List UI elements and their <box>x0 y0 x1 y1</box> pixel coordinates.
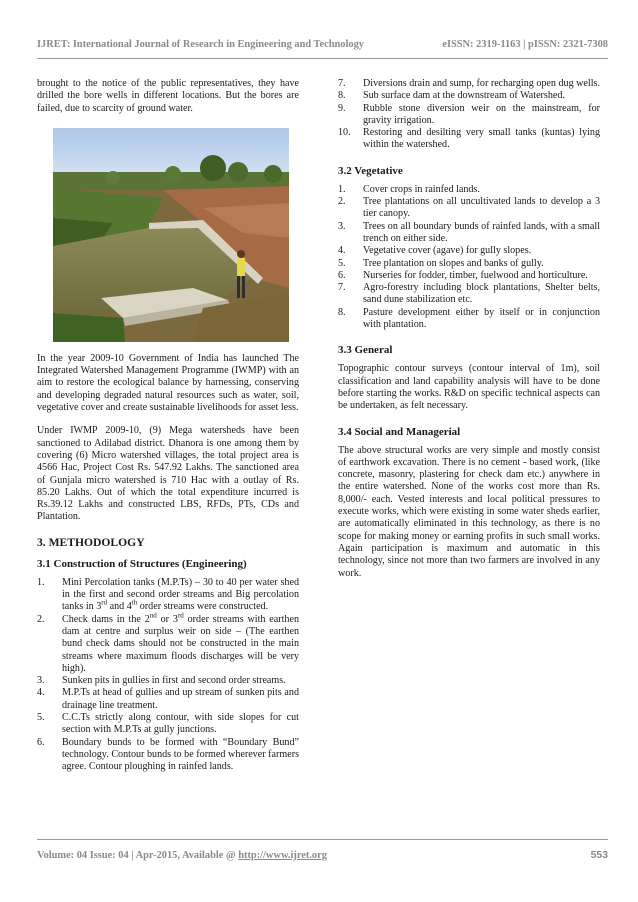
list-item: 8. Pasture development either by itself or in conjunction with plantation. <box>338 306 600 331</box>
list-item: 4. M.P.Ts at head of gullies and up stream of sunken pits and drainage line treatment. <box>37 687 299 711</box>
page-footer <box>37 850 608 861</box>
list-item: 6. Nurseries for fodder, timber, fuelwood and horticulture. <box>338 269 588 281</box>
left-column <box>37 78 299 774</box>
heading-general: 3.3 General <box>338 344 393 357</box>
list-item: 3. Sunken pits in gullies in first and second order streams. <box>37 675 286 687</box>
heading-methodology: 3. METHODOLOGY <box>37 535 145 549</box>
list-item: 1. Mini Percolation tanks (M.P.Ts) – 30 to 40 per water shed in the first and second order streams and Big percolation tanks in 3rd and 4th order streams were constructed. <box>37 576 299 613</box>
check-dam-photo <box>53 128 289 342</box>
page-number: 553 <box>590 850 608 861</box>
list-item: 2. Tree plantations on all uncultivated lands to develop a 3 tier canopy. <box>338 196 600 220</box>
journal-title: IJRET: International Journal of Research in Engineering and Technology <box>37 39 364 50</box>
list-item: 9. Rubble stone diversion weir on the mainstream, for gravity irrigation. <box>338 102 600 126</box>
issn-text: eISSN: 2319-1163 | pISSN: 2321-7308 <box>442 39 608 50</box>
construction-list <box>37 577 299 774</box>
list-item: 7. Diversions drain and sump, for recharging open dug wells. <box>338 78 600 89</box>
construction-list-continued <box>338 78 600 152</box>
list-item: 8. Sub surface dam at the downstream of Watershed. <box>338 90 565 102</box>
list-item: 10. Restoring and desilting very small tanks (kuntas) lying within the watershed. <box>338 127 600 151</box>
list-item: 4. Vegetative cover (agave) for gully slopes. <box>338 245 532 257</box>
journal-url-link[interactable]: http://www.ijret.org <box>238 850 327 861</box>
paragraph-under-iwmp: Under IWMP 2009-10, (9) Mega watersheds have been sanctioned to Adilabad district. Dhanora is one among them by covering (6) Micro watershed villages, the total project area is 4566 Hac, Project Cost Rs. 547.92 Lakhs. The sanctioned area of Gunjala micro watershed is 710 Hac with a outlay of Rs. 85.20 Lakhs. Out of which the total expenditure incurred is Rs.39.12 Lakhs and constructed LBS, RFDs, PTs, CDs and Plantation. <box>37 425 299 523</box>
list-item: 3. Trees on all boundary bunds of rainfed lands, with a small trench on either side. <box>338 220 600 244</box>
footer-rule <box>37 839 608 840</box>
list-item: 5. C.C.Ts strictly along contour, with side slopes for cut section with M.P.Ts at gully junctions. <box>37 712 299 736</box>
vegetative-list <box>338 184 600 332</box>
heading-social-managerial: 3.4 Social and Managerial <box>338 425 461 438</box>
list-item: 7. Agro-forestry including block plantations, Shelter belts, sand dune stabilization etc. <box>338 282 600 306</box>
list-item: 2. Check dams in the 2nd or 3rd order streams with earthen dam at centre and surplus weir on side – (The earthen bund check dams should not be constructed in the main streams where maximum floods discharges will be very high). <box>37 611 299 674</box>
right-column <box>338 78 600 580</box>
footer-volume: Volume: 04 Issue: 04 | Apr-2015, Available @ http://www.ijret.org <box>37 850 327 861</box>
paragraph-intro: brought to the notice of the public representatives, they have drilled the bore wells in different locations. But the bores are failed, due to scarcity of ground water. <box>37 78 299 114</box>
paragraph-iwmp: In the year 2009-10 Government of India has launched The Integrated Watershed Management Programme (IWMP) with an aim to restore the ecological balance by harnessing, conserving and developing degraded natural resources such as water, soil, vegetative cover and create sustainable livelihoods for asset less. <box>37 352 299 414</box>
paragraph-social: The above structural works are very simple and mostly consist of earthwork excavation. There is no cement - based work, (like concrete, masonry, plastering for check dam etc.) anywhere in the entire watershed. None of the works cost more than Rs. 8,000/- each. Vested interests and local political pressures to execute works, which were existing in some water sheds earlier, are automatically eliminated in this technology, as there is no scope for making money or earning profits in such small works. Again participation is maximum and automatic in this technology, since not more than two farmers are involved in any work. <box>338 444 600 579</box>
list-item: 6. Boundary bunds to be formed with “Boundary Bund” technology. Contour bunds to be formed wherever farmers agree. Contour ploughing in rainfed lands. <box>37 736 299 773</box>
list-item: 5. Tree plantation on slopes and banks of gully. <box>338 257 544 269</box>
paragraph-general: Topographic contour surveys (contour interval of 1m), soil classification and land capability analysis will have to be done before starting the works. R&D on specific technical aspects can be undertaken, as felt necessary. <box>338 363 600 412</box>
header-rule <box>37 58 608 59</box>
heading-vegetative: 3.2 Vegetative <box>338 164 403 177</box>
page-header <box>37 39 608 50</box>
list-item: 1. Cover crops in rainfed lands. <box>338 183 480 195</box>
heading-construction: 3.1 Construction of Structures (Engineering) <box>37 557 247 570</box>
